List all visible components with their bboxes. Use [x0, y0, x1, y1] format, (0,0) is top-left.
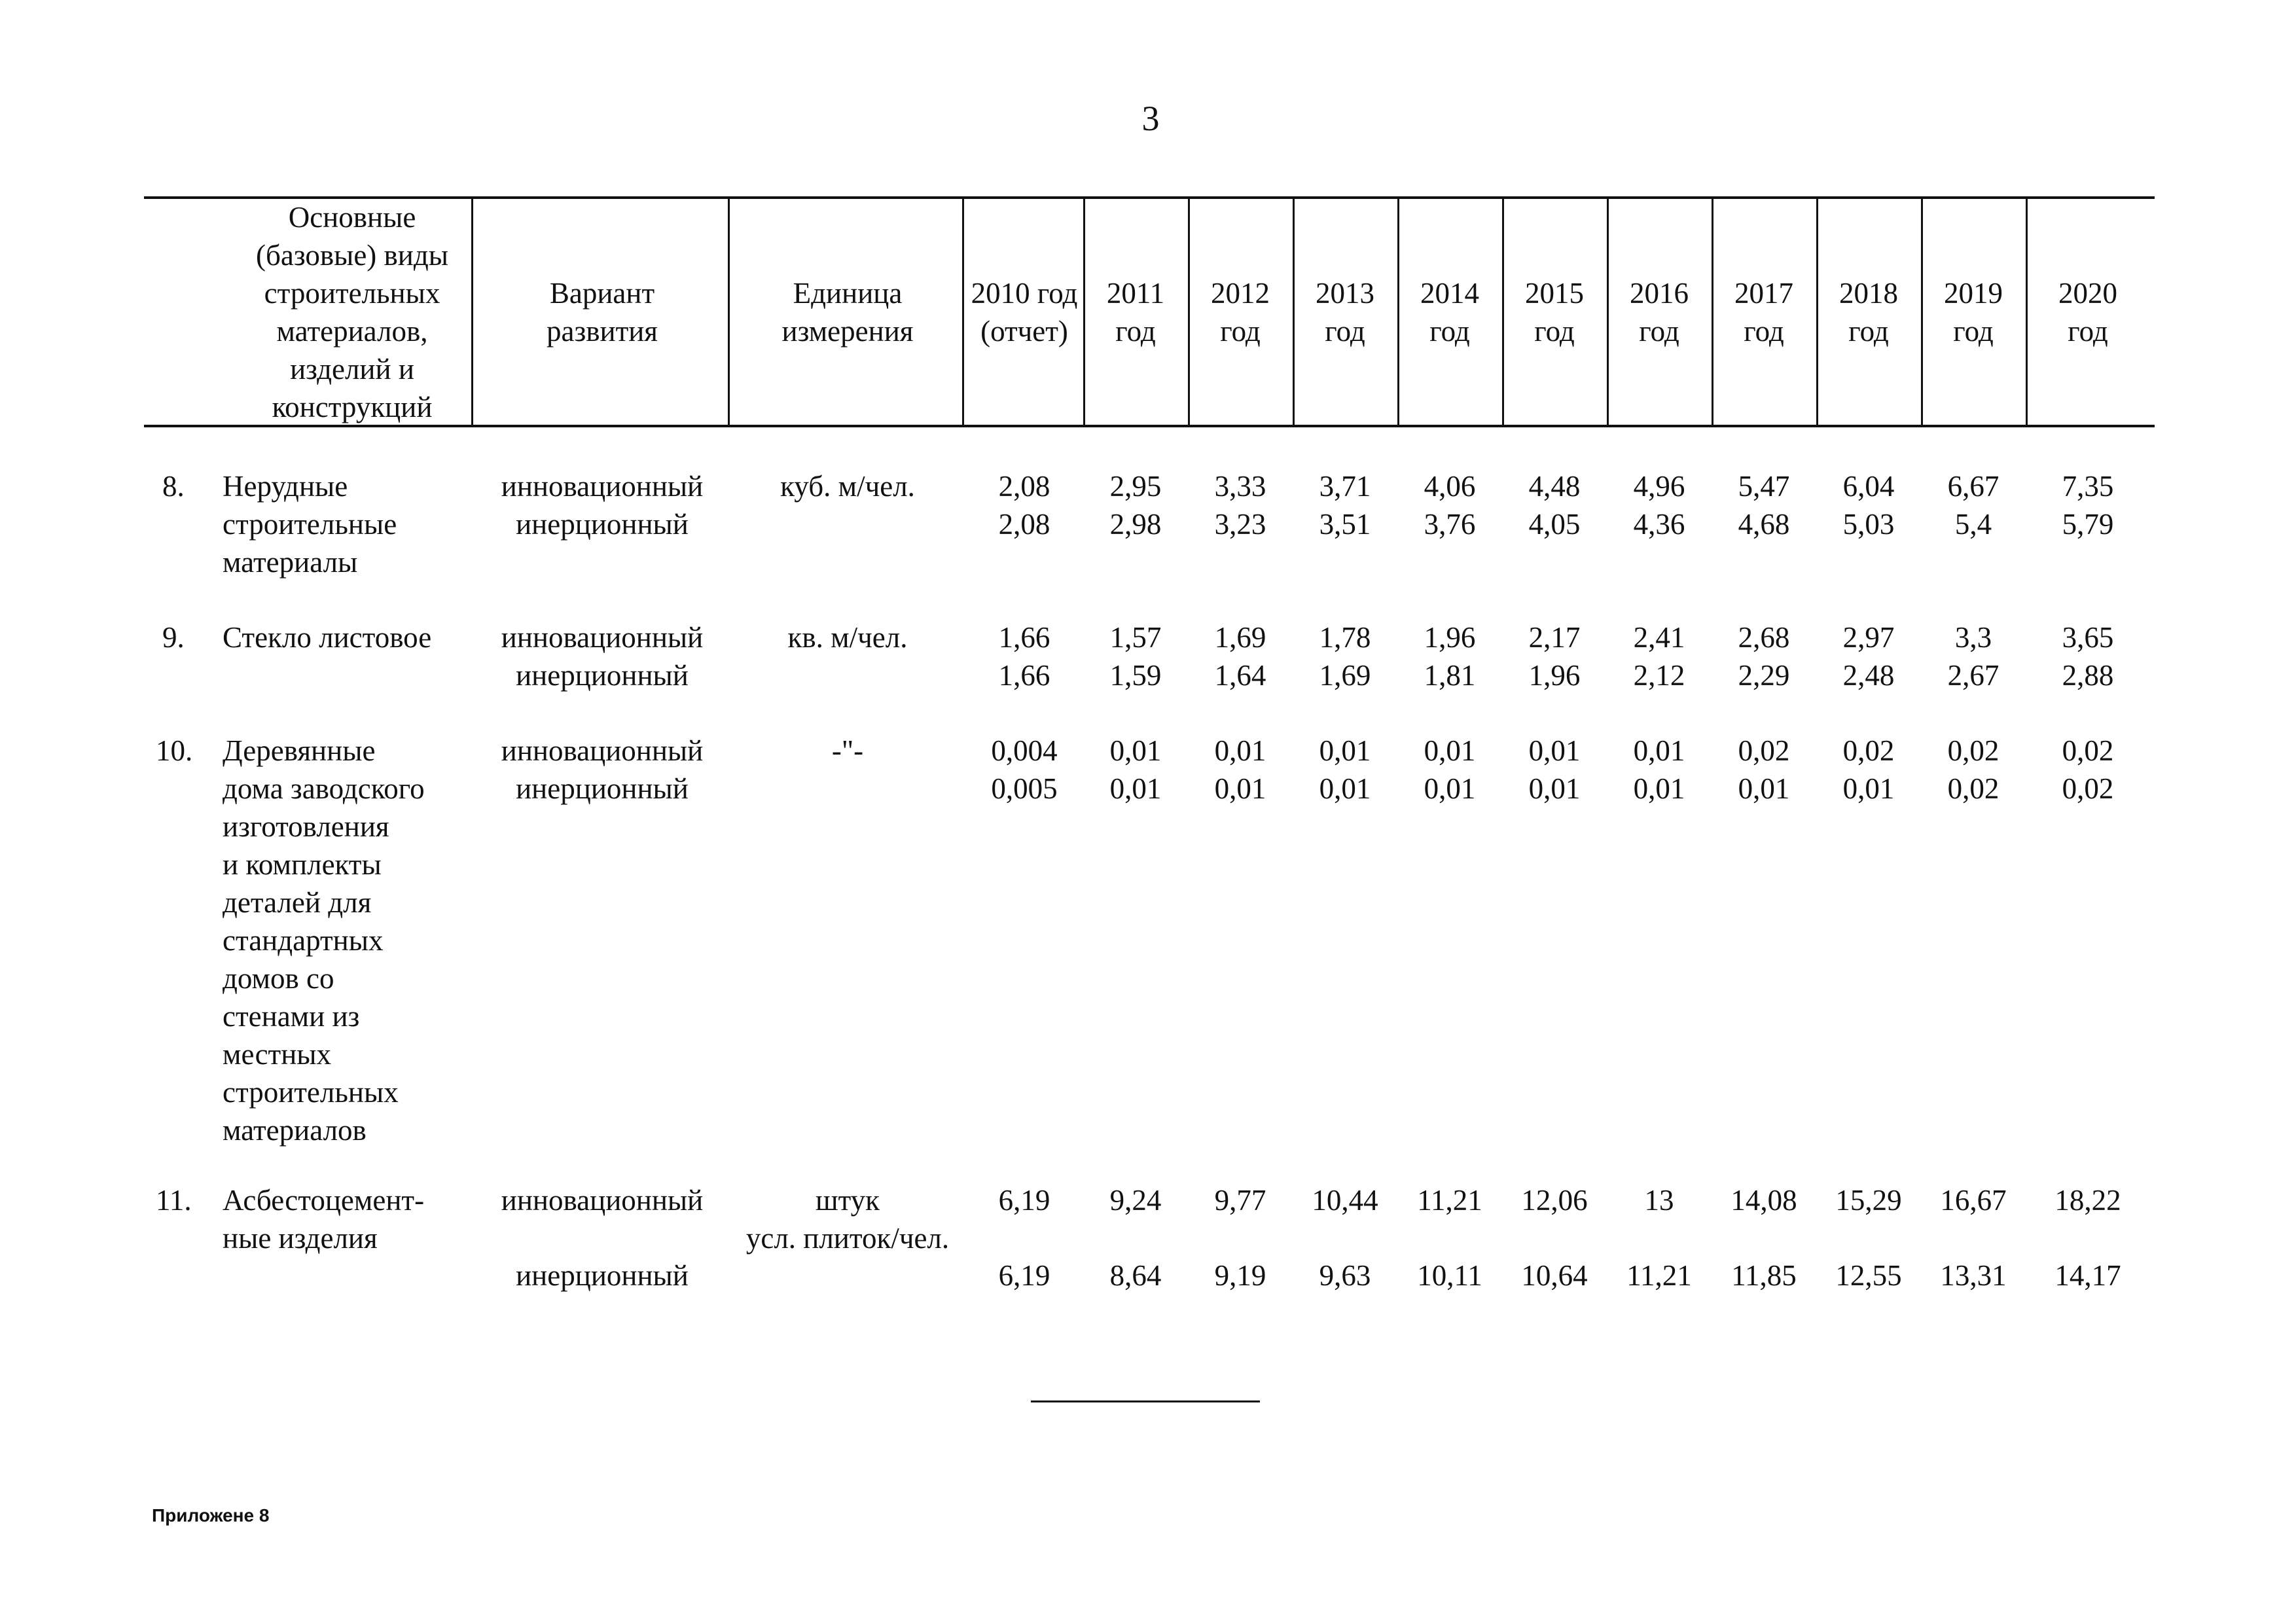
value-cell: 0,02	[2062, 734, 2114, 767]
header-year-2012: 2012 год	[1211, 276, 1270, 348]
value-cell: 1,59	[1109, 659, 1162, 692]
value-cell: 13	[1644, 1184, 1674, 1217]
value-cell: 1,69	[1214, 621, 1266, 654]
value-cell: 12,55	[1835, 1259, 1902, 1292]
value-cell: 5,03	[1842, 508, 1895, 541]
value-cell: 4,68	[1738, 508, 1790, 541]
value-cell: 9,24	[1109, 1184, 1162, 1217]
value-cell: 9,77	[1214, 1184, 1266, 1217]
header-year-2014: 2014 год	[1420, 276, 1479, 348]
unit-cell: -"-	[831, 734, 864, 767]
value-cell: 2,95	[1109, 470, 1162, 503]
value-cell: 10,11	[1417, 1259, 1482, 1292]
value-cell: 0,005	[991, 772, 1058, 805]
value-cell: 16,67	[1940, 1184, 2007, 1217]
value-cell: 2,97	[1842, 621, 1895, 654]
value-cell: 0,02	[1947, 772, 2000, 805]
value-cell: 4,96	[1633, 470, 1685, 503]
value-cell: 11,21	[1417, 1184, 1482, 1217]
header-year-2020: 2020 год	[2058, 276, 2117, 348]
value-cell: 10,44	[1312, 1184, 1378, 1217]
value-cell: 0,01	[1633, 734, 1685, 767]
value-cell: 5,4	[1954, 508, 1992, 541]
header-year-2010: 2010 год (отчет)	[971, 276, 1078, 348]
value-cell: 14,08	[1731, 1184, 1797, 1217]
value-cell: 0,02	[2062, 772, 2114, 805]
variant-inertial: инерционный	[516, 508, 689, 541]
unit-cell: штук усл. плиток/чел.	[745, 1184, 950, 1255]
value-cell: 0,01	[1842, 772, 1895, 805]
value-cell: 0,01	[1214, 772, 1266, 805]
value-cell: 1,64	[1214, 659, 1266, 692]
value-cell: 4,06	[1424, 470, 1476, 503]
closing-rule	[1031, 1400, 1260, 1402]
row-number: 8.	[162, 470, 185, 503]
value-cell: 2,88	[2062, 659, 2114, 692]
value-cell: 0,01	[1424, 734, 1476, 767]
header-bottom-rule	[144, 425, 2155, 427]
value-cell: 11,85	[1731, 1259, 1797, 1292]
page-number: 3	[1141, 99, 1160, 138]
value-cell: 2,98	[1109, 508, 1162, 541]
value-cell: 2,08	[998, 508, 1050, 541]
value-cell: 12,06	[1521, 1184, 1588, 1217]
value-cell: 1,96	[1528, 659, 1581, 692]
value-cell: 3,33	[1214, 470, 1266, 503]
value-cell: 3,51	[1319, 508, 1371, 541]
unit-cell: кв. м/чел.	[787, 621, 908, 654]
row-number: 10.	[156, 734, 193, 767]
row-name: Нерудные строительные материалы	[223, 470, 397, 579]
value-cell: 3,23	[1214, 508, 1266, 541]
header-year-2011: 2011 год	[1106, 276, 1165, 348]
header-year-2019: 2019 год	[1944, 276, 2003, 348]
value-cell: 0,01	[1214, 734, 1266, 767]
variant-inertial: инерционный	[516, 772, 689, 805]
header-material: Основные (базовые) виды строительных материалов, изделий и конструкций	[255, 200, 449, 423]
value-cell: 9,63	[1319, 1259, 1371, 1292]
value-cell: 3,76	[1424, 508, 1476, 541]
variant-innovative: инновационный	[501, 470, 704, 503]
value-cell: 1,66	[998, 659, 1050, 692]
value-cell: 9,19	[1214, 1259, 1266, 1292]
variant-innovative: инновационный	[501, 621, 704, 654]
column-divider	[728, 198, 730, 425]
variant-innovative: инновационный	[501, 1184, 704, 1217]
value-cell: 3,71	[1319, 470, 1371, 503]
unit-cell: куб. м/чел.	[780, 470, 915, 503]
row-name: Стекло листовое	[223, 621, 432, 654]
value-cell: 11,21	[1626, 1259, 1692, 1292]
footer-label: Приложене 8	[152, 1505, 270, 1525]
value-cell: 2,67	[1947, 659, 2000, 692]
value-cell: 5,79	[2062, 508, 2114, 541]
value-cell: 0,01	[1319, 734, 1371, 767]
value-cell: 1,57	[1109, 621, 1162, 654]
value-cell: 6,19	[998, 1259, 1050, 1292]
value-cell: 4,48	[1528, 470, 1581, 503]
value-cell: 2,68	[1738, 621, 1790, 654]
variant-inertial: инерционный	[516, 1259, 689, 1292]
header-year-2017: 2017 год	[1734, 276, 1793, 348]
header-variant: Вариант развития	[546, 276, 658, 348]
value-cell: 15,29	[1835, 1184, 1902, 1217]
value-cell: 3,3	[1954, 621, 1992, 654]
value-cell: 1,96	[1424, 621, 1476, 654]
value-cell: 3,65	[2062, 621, 2114, 654]
value-cell: 0,02	[1947, 734, 2000, 767]
value-cell: 2,29	[1738, 659, 1790, 692]
value-cell: 2,17	[1528, 621, 1581, 654]
value-cell: 0,01	[1424, 772, 1476, 805]
value-cell: 6,19	[998, 1184, 1050, 1217]
column-divider	[962, 198, 964, 425]
variant-inertial: инерционный	[516, 659, 689, 692]
value-cell: 0,02	[1738, 734, 1790, 767]
value-cell: 4,36	[1633, 508, 1685, 541]
value-cell: 0,01	[1738, 772, 1790, 805]
value-cell: 5,47	[1738, 470, 1790, 503]
header-year-2018: 2018 год	[1839, 276, 1898, 348]
value-cell: 1,81	[1424, 659, 1476, 692]
variant-innovative: инновационный	[501, 734, 704, 767]
value-cell: 2,41	[1633, 621, 1685, 654]
value-cell: 1,69	[1319, 659, 1371, 692]
data-table	[144, 196, 2155, 1309]
header-year-2016: 2016 год	[1630, 276, 1689, 348]
column-divider	[471, 198, 473, 425]
value-cell: 0,01	[1633, 772, 1685, 805]
value-cell: 8,64	[1109, 1259, 1162, 1292]
value-cell: 4,05	[1528, 508, 1581, 541]
value-cell: 2,48	[1842, 659, 1895, 692]
value-cell: 0,01	[1528, 734, 1581, 767]
header-unit: Единица измерения	[781, 276, 914, 348]
row-name: Деревянные дома заводского изготовления и комплекты деталей для стандартных домов со стенами из местных строительных материалов	[223, 734, 425, 1147]
value-cell: 13,31	[1940, 1259, 2007, 1292]
value-cell: 0,004	[991, 734, 1058, 767]
value-cell: 0,01	[1528, 772, 1581, 805]
value-cell: 0,01	[1109, 734, 1162, 767]
row-number: 11.	[156, 1184, 192, 1217]
value-cell: 1,78	[1319, 621, 1371, 654]
value-cell: 0,02	[1842, 734, 1895, 767]
header-year-2013: 2013 год	[1316, 276, 1374, 348]
value-cell: 1,66	[998, 621, 1050, 654]
value-cell: 0,01	[1319, 772, 1371, 805]
value-cell: 6,04	[1842, 470, 1895, 503]
value-cell: 7,35	[2062, 470, 2114, 503]
value-cell: 10,64	[1521, 1259, 1588, 1292]
value-cell: 2,12	[1633, 659, 1685, 692]
value-cell: 2,08	[998, 470, 1050, 503]
value-cell: 18,22	[2054, 1184, 2121, 1217]
value-cell: 14,17	[2054, 1259, 2121, 1292]
value-cell: 6,67	[1947, 470, 2000, 503]
header-year-2015: 2015 год	[1525, 276, 1584, 348]
value-cell: 0,01	[1109, 772, 1162, 805]
row-name: Асбестоцемент- ные изделия	[223, 1184, 425, 1255]
row-number: 9.	[162, 621, 185, 654]
